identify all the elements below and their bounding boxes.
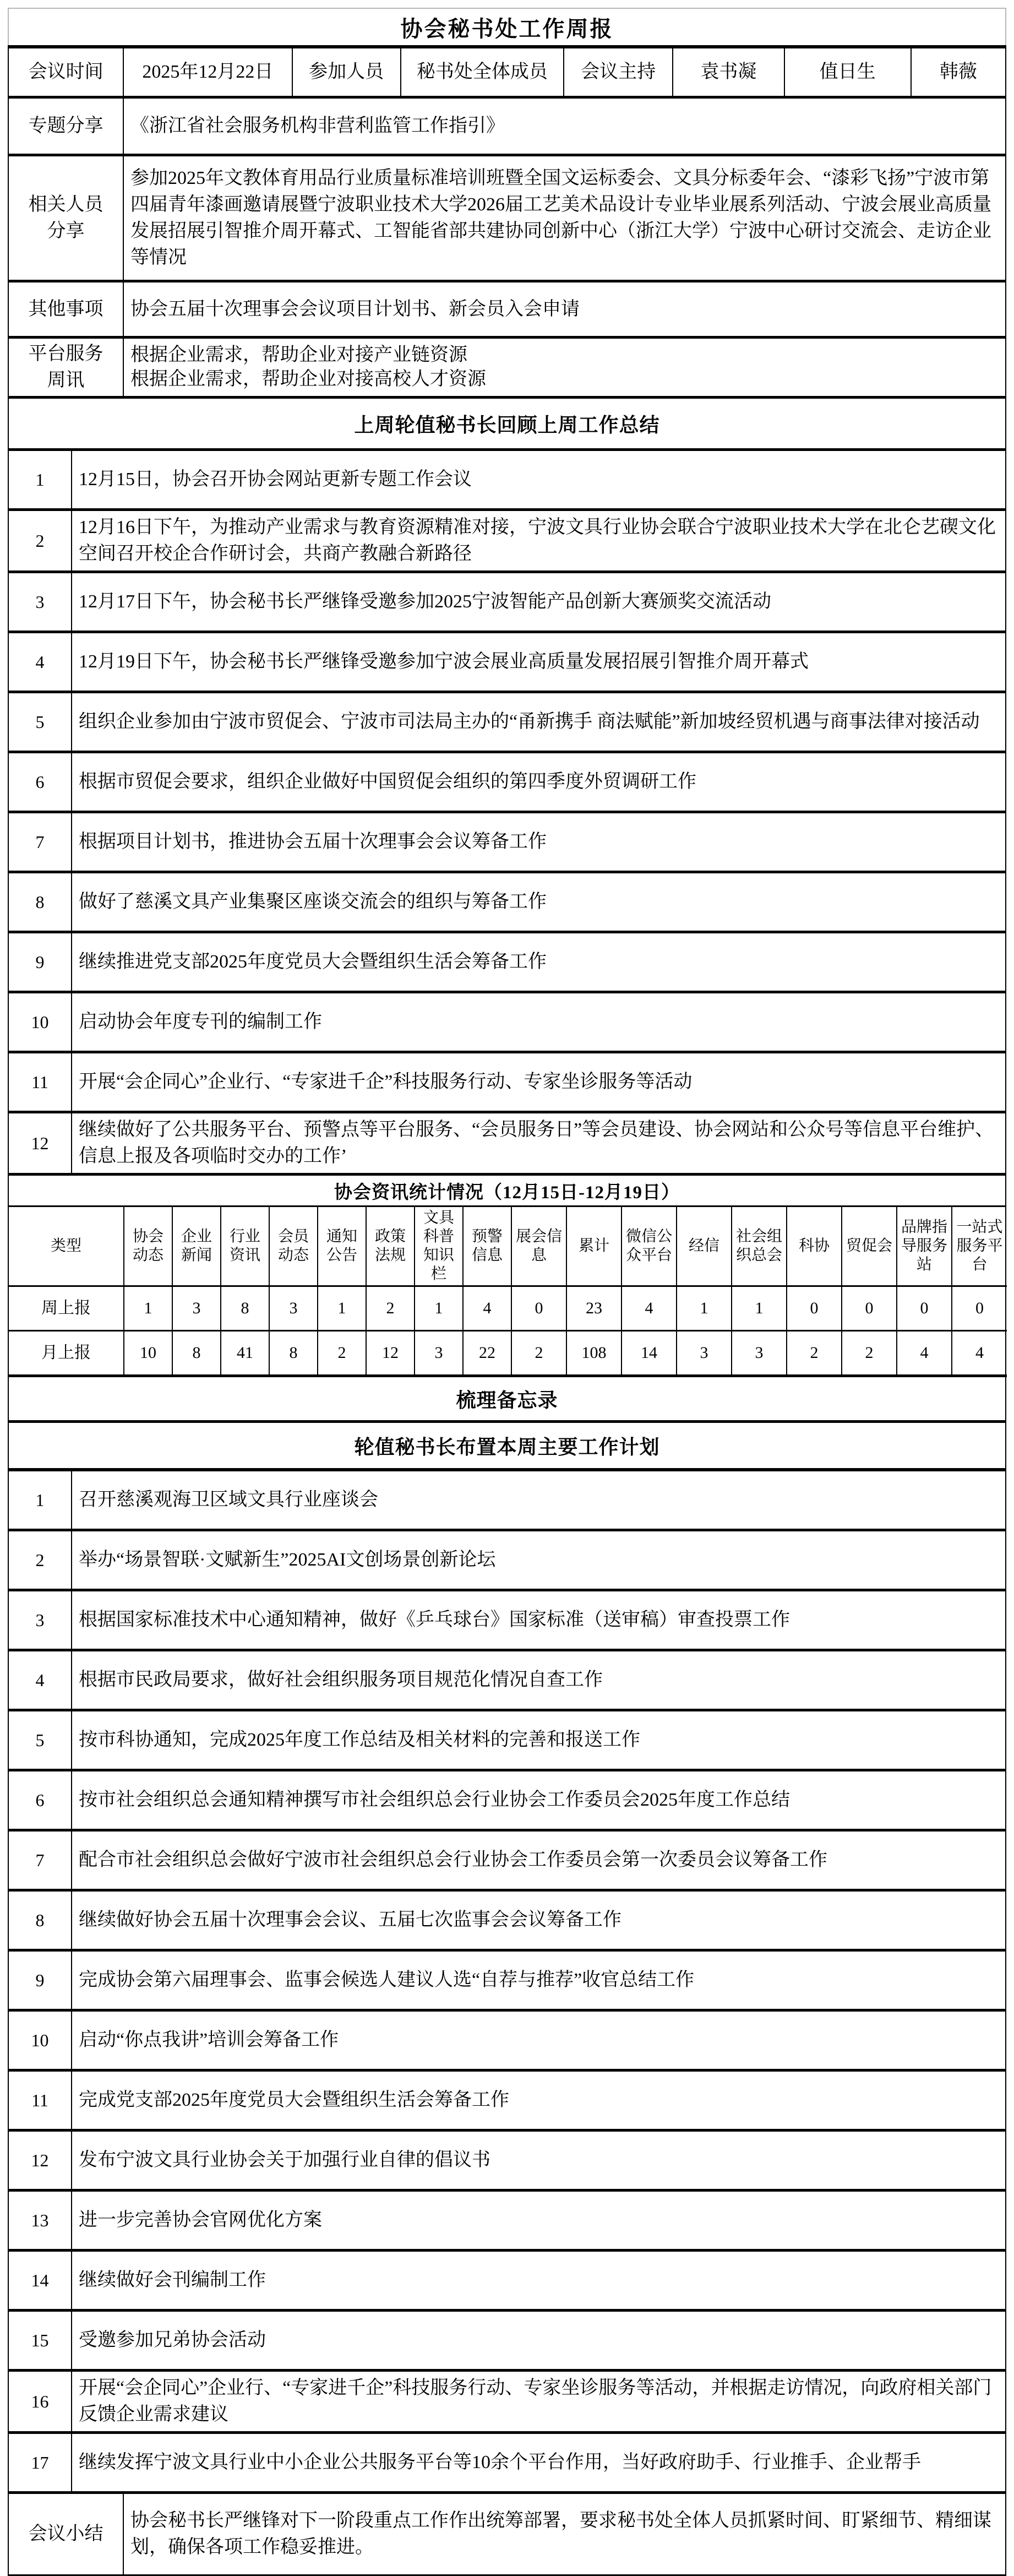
row-number: 8 [9,872,72,932]
stats-col-header: 会员动态 [269,1207,318,1286]
row-number: 8 [9,1890,72,1950]
plan-row [9,1650,1005,1710]
summary-row [9,2494,1005,2574]
meeting-info-table [9,48,1005,99]
row-number: 10 [9,2010,72,2070]
stats-col-header: 政策法规 [366,1207,415,1286]
row-number: 6 [9,752,72,812]
row-number: 9 [9,1950,72,2010]
platform-service-line2: 根据企业需求，帮助企业对接高校人才资源 [130,369,486,389]
plan-row [9,2251,1005,2311]
row-number: 4 [9,632,72,692]
stats-header-row [9,1207,1007,1286]
last-week-list [9,451,1005,1176]
row-number: 11 [9,1052,72,1112]
stats-value: 3 [732,1331,787,1376]
meeting-time-label: 会议时间 [28,62,103,82]
last-week-row [9,812,1005,872]
attendees-value: 秘书处全体成员 [401,48,564,97]
related-share-label: 相关人员分享 [9,155,123,281]
row-number: 12 [9,1112,72,1175]
row-number: 2 [9,1530,72,1590]
stats-col-header: 科协 [787,1207,842,1286]
stats-value: 23 [566,1286,622,1331]
row-text: 继续推进党支部2025年度党员大会暨组织生活会筹备工作 [72,932,1005,992]
stats-value: 1 [415,1286,463,1331]
stats-value: 14 [622,1331,677,1376]
row-number: 16 [9,2371,72,2433]
stats-value: 0 [511,1286,566,1331]
row-text: 12月17日下午，协会秘书长严继锋受邀参加2025宁波智能产品创新大赛颁奖交流活动 [72,572,1005,632]
row-text: 组织企业参加由宁波市贸促会、宁波市司法局主办的“甬新携手 商法赋能”新加坡经贸机遇与商事法律对接活动 [72,692,1005,752]
stats-col-header: 行业资讯 [221,1207,269,1286]
stats-value: 8 [269,1331,318,1376]
stats-value: 2 [511,1331,566,1376]
row-number: 1 [35,470,45,490]
plan-row [9,1590,1005,1650]
row-number: 15 [9,2311,72,2371]
stats-value: 108 [566,1331,622,1376]
stats-value: 2 [318,1331,366,1376]
last-week-row [9,632,1005,692]
row-number: 14 [9,2251,72,2311]
row-text: 根据市贸促会要求，组织企业做好中国贸促会组织的第四季度外贸调研工作 [72,752,1005,812]
last-week-row [9,572,1005,632]
row-number: 11 [9,2070,72,2131]
other-items-label: 其他事项 [9,281,123,338]
row-text: 12月16日下午，为推动产业需求与教育资源精准对接，宁波文具行业协会联合宁波职业技术大学在北仑艺碶文化空间召开校企合作研讨会，共商产教融合新路径 [72,510,1005,572]
duty-label: 值日生 [784,48,911,97]
summary-label: 会议小结 [28,2524,103,2544]
plan-row [9,2311,1005,2371]
stats-row-label: 月上报 [9,1331,124,1376]
stats-col-header: 品牌指导服务站 [897,1207,952,1286]
meeting-info-row [9,48,1005,97]
row-number: 13 [9,2191,72,2251]
row-text: 发布宁波文具行业协会关于加强行业自律的倡议书 [72,2131,1005,2191]
stats-value: 22 [463,1331,511,1376]
stats-col-header: 企业新闻 [172,1207,221,1286]
page-title: 协会秘书处工作周报 [8,8,1006,45]
row-text: 继续做好了公共服务平台、预警点等平台服务、“会员服务日”等会员建设、协会网站和公众号等信息平台维护、信息上报及各项临时交办的工作’ [72,1112,1005,1175]
summary-content: 协会秘书长严继锋对下一阶段重点工作作出统筹部署，要求秘书处全体人员抓紧时间、盯紧细节、精细谋划，确保各项工作稳妥推进。 [123,2494,1005,2574]
row-text: 做好了慈溪文具产业集聚区座谈交流会的组织与筹备工作 [72,872,1005,932]
host-value: 袁书凝 [673,48,784,97]
stats-value: 0 [842,1286,897,1331]
row-number: 2 [9,510,72,572]
related-share-content: 参加2025年文教体育用品行业质量标准培训班暨全国文运标委会、文具分标委年会、“漆彩飞扬”宁波市第四届青年漆画邀请展暨宁波职业技术大学2026届工艺美术品设计专业毕业展系列活动、宁波会展业高质量发展招展引智推介周开幕式、工智能省部共建协同创新中心（浙江大学）宁波中心研讨交流会、走访企业等情况 [123,155,1005,281]
host-label: 会议主持 [564,48,673,97]
platform-service-label: 平台服务周讯 [9,338,123,398]
row-text: 根据市民政局要求，做好社会组织服务项目规范化情况自查工作 [72,1650,1005,1710]
row-text: 开展“会企同心”企业行、“专家进千企”科技服务行动、专家坐诊服务等活动 [72,1052,1005,1112]
row-number: 17 [9,2433,72,2493]
topic-share-label: 专题分享 [28,116,103,136]
plan-row [9,2010,1005,2070]
stats-value: 4 [463,1286,511,1331]
plan-row [9,2191,1005,2251]
row-text: 按市科协通知，完成2025年度工作总结及相关材料的完善和报送工作 [72,1710,1005,1770]
row-text: 根据项目计划书，推进协会五届十次理事会会议筹备工作 [72,812,1005,872]
stats-table [9,1207,1007,1377]
last-week-row [9,932,1005,992]
row-number: 3 [9,572,72,632]
weekly-report-sheet [8,8,1006,2576]
plan-row [9,1471,1005,1530]
row-number: 3 [9,1590,72,1650]
row-number: 4 [9,1650,72,1710]
stats-value: 10 [124,1331,172,1376]
stats-value: 0 [952,1286,1007,1331]
stats-value: 2 [787,1331,842,1376]
last-week-row [9,872,1005,932]
row-text: 配合市社会组织总会做好宁波市社会组织总会行业协会工作委员会第一次委员会议筹备工作 [72,1830,1005,1890]
duty-value: 韩薇 [911,48,1005,97]
row-number: 5 [9,692,72,752]
last-week-row [9,1052,1005,1112]
row-text: 继续做好协会五届十次理事会会议、五届七次监事会会议筹备工作 [72,1890,1005,1950]
plan-row [9,2371,1005,2433]
topic-share-row [9,99,1005,155]
row-number: 5 [9,1710,72,1770]
row-text: 受邀参加兄弟协会活动 [72,2311,1005,2371]
plan-row [9,2070,1005,2131]
row-text: 启动“你点我讲”培训会筹备工作 [72,2010,1005,2070]
stats-col-header: 累计 [566,1207,622,1286]
stats-value: 4 [622,1286,677,1331]
stats-value: 3 [677,1331,732,1376]
stats-value: 4 [952,1331,1007,1376]
plan-row [9,1890,1005,1950]
row-text: 继续发挥宁波文具行业中小企业公共服务平台等10余个平台作用，当好政府助手、行业推手、企业帮手 [72,2433,1005,2493]
stats-col-header: 微信公众平台 [622,1207,677,1286]
last-week-section-header: 上周轮值秘书长回顾上周工作总结 [9,399,1005,451]
row-number: 10 [9,992,72,1052]
row-text: 进一步完善协会官网优化方案 [72,2191,1005,2251]
related-share-row [9,155,1005,281]
row-text: 启动协会年度专刊的编制工作 [72,992,1005,1052]
stats-value: 1 [677,1286,732,1331]
platform-service-row [9,338,1005,398]
stats-type-label: 类型 [50,1237,81,1254]
platform-service-line1: 根据企业需求，帮助企业对接产业链资源 [130,345,467,365]
stats-value: 1 [318,1286,366,1331]
summary-table [9,2494,1005,2574]
stats-month-row [9,1331,1007,1376]
stats-value: 0 [787,1286,842,1331]
stats-value: 8 [172,1331,221,1376]
row-text: 继续做好会刊编制工作 [72,2251,1005,2311]
memo-section-header: 梳理备忘录 [9,1377,1005,1423]
stats-value: 3 [269,1286,318,1331]
stats-value: 2 [842,1331,897,1376]
stats-col-header: 通知公告 [318,1207,366,1286]
stats-col-header: 贸促会 [842,1207,897,1286]
last-week-row [9,992,1005,1052]
stats-value: 1 [124,1286,172,1331]
stats-value: 0 [897,1286,952,1331]
plan-row [9,2433,1005,2493]
plan-section-header: 轮值秘书长布置本周主要工作计划 [9,1423,1005,1471]
row-text: 召开慈溪观海卫区域文具行业座谈会 [72,1471,1005,1530]
last-week-row [9,510,1005,572]
report-body [8,45,1006,2576]
stats-value: 1 [732,1286,787,1331]
topic-share-content: 《浙江省社会服务机构非营利监管工作指引》 [123,99,1005,155]
stats-value: 4 [897,1331,952,1376]
row-number: 7 [9,812,72,872]
stats-value: 12 [366,1331,415,1376]
stats-col-header: 一站式服务平台 [952,1207,1007,1286]
stats-col-header: 展会信息 [511,1207,566,1286]
row-text: 12月19日下午，协会秘书长严继锋受邀参加宁波会展业高质量发展招展引智推介周开幕式 [72,632,1005,692]
last-week-row [9,692,1005,752]
row-number: 6 [9,1770,72,1830]
row-number: 1 [35,1490,45,1510]
stats-col-header: 社会组织总会 [732,1207,787,1286]
meeting-time-value: 2025年12月22日 [123,48,292,97]
plan-list [9,1471,1005,2494]
row-text: 完成党支部2025年度党员大会暨组织生活会筹备工作 [72,2070,1005,2131]
stats-value: 41 [221,1331,269,1376]
plan-row [9,1830,1005,1890]
stats-value: 3 [415,1331,463,1376]
attendees-label: 参加人员 [292,48,401,97]
last-week-row [9,451,1005,510]
stats-col-header: 预警信息 [463,1207,511,1286]
plan-row [9,1950,1005,2010]
stats-section-header: 协会资讯统计情况（12月15日-12月19日） [9,1176,1005,1207]
plan-row [9,1770,1005,1830]
row-text: 12月15日，协会召开协会网站更新专题工作会议 [72,451,1005,510]
stats-row-label: 周上报 [9,1286,124,1331]
other-items-content: 协会五届十次理事会会议项目计划书、新会员入会申请 [123,281,1005,338]
stats-week-row [9,1286,1007,1331]
last-week-row [9,1112,1005,1175]
stats-col-header: 协会动态 [124,1207,172,1286]
row-number: 12 [9,2131,72,2191]
row-text: 完成协会第六届理事会、监事会候选人建议人选“自荐与推荐”收官总结工作 [72,1950,1005,2010]
stats-value: 2 [366,1286,415,1331]
other-items-row [9,281,1005,338]
plan-row [9,1710,1005,1770]
row-text: 根据国家标准技术中心通知精神，做好《乒乓球台》国家标准（送审稿）审查投票工作 [72,1590,1005,1650]
stats-value: 8 [221,1286,269,1331]
plan-row [9,2131,1005,2191]
stats-col-header: 文具科普知识栏 [415,1207,463,1286]
info-sections-table [9,99,1005,399]
row-text: 开展“会企同心”企业行、“专家进千企”科技服务行动、专家坐诊服务等活动，并根据走访情况，向政府相关部门反馈企业需求建议 [72,2371,1005,2433]
row-text: 按市社会组织总会通知精神撰写市社会组织总会行业协会工作委员会2025年度工作总结 [72,1770,1005,1830]
row-text: 举办“场景智联·文赋新生”2025AI文创场景创新论坛 [72,1530,1005,1590]
row-number: 9 [9,932,72,992]
last-week-row [9,752,1005,812]
stats-col-header: 经信 [677,1207,732,1286]
row-number: 7 [9,1830,72,1890]
plan-row [9,1530,1005,1590]
platform-service-content [123,338,1005,398]
stats-value: 3 [172,1286,221,1331]
